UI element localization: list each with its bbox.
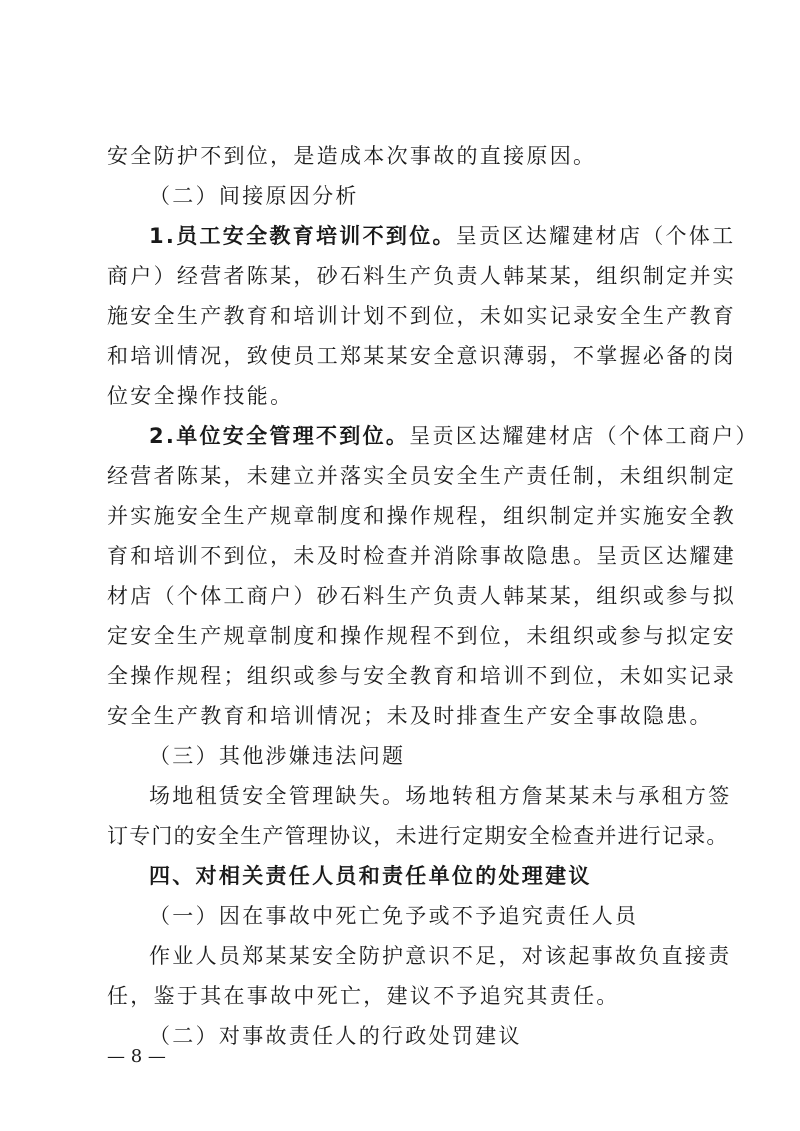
- subsection-heading: （二）间接原因分析: [149, 184, 359, 208]
- paragraph-line: 定安全生产规章制度和操作规程不到位，未组织或参与拟定安: [107, 624, 737, 648]
- paragraph-line: 商户）经营者陈某，砂石料生产负责人韩某某，组织制定并实: [107, 264, 737, 288]
- paragraph-line: 安全生产教育和培训情况；未及时排查生产安全事故隐患。: [107, 704, 713, 728]
- paragraph-line: 和培训情况，致使员工郑某某安全意识薄弱，不掌握必备的岗: [107, 344, 737, 368]
- paragraph-text: 呈贡区达耀建材店（个体工商户）: [409, 424, 759, 448]
- bold-lead: 1.员工安全教育培训不到位。: [149, 224, 456, 248]
- paragraph-line: 经营者陈某，未建立并落实全员安全生产责任制，未组织制定: [107, 464, 737, 488]
- paragraph-line: 全操作规程；组织或参与安全教育和培训不到位，未如实记录: [107, 664, 737, 688]
- paragraph-line: 作业人员郑某某安全防护意识不足，对该起事故负直接责: [149, 944, 732, 968]
- paragraph-line: 安全防护不到位，是造成本次事故的直接原因。: [107, 144, 597, 168]
- paragraph-line: 订专门的安全生产管理协议，未进行定期安全检查并进行记录。: [107, 824, 729, 848]
- paragraph-line: 育和培训不到位，未及时检查并消除事故隐患。呈贡区达耀建: [107, 544, 737, 568]
- paragraph-line: [149, 216, 736, 256]
- paragraph-line: 位安全操作技能。: [107, 384, 294, 408]
- paragraph-line: 场地租赁安全管理缺失。场地转租方詹某某未与承租方签: [149, 784, 732, 808]
- subsection-heading: （三）其他涉嫌违法问题: [149, 744, 406, 768]
- paragraph-line: 任，鉴于其在事故中死亡，建议不予追究其责任。: [107, 984, 620, 1008]
- subsection-heading: （一）因在事故中死亡免予或不予追究责任人员: [149, 904, 639, 928]
- paragraph-line: 材店（个体工商户）砂石料生产负责人韩某某，组织或参与拟: [107, 584, 737, 608]
- subsection-heading: （二）对事故责任人的行政处罚建议: [149, 1024, 522, 1048]
- paragraph-line: 并实施安全生产规章制度和操作规程，组织制定并实施安全教: [107, 504, 737, 528]
- section-heading: 四、对相关责任人员和责任单位的处理建议: [149, 864, 592, 888]
- paragraph-line: 施安全生产教育和培训计划不到位，未如实记录安全生产教育: [107, 304, 737, 328]
- paragraph-text: 呈贡区达耀建材店（个体工: [455, 224, 736, 248]
- page-number: — 8 —: [107, 1046, 166, 1067]
- bold-lead: 2.单位安全管理不到位。: [149, 424, 410, 448]
- paragraph-line: [149, 416, 759, 456]
